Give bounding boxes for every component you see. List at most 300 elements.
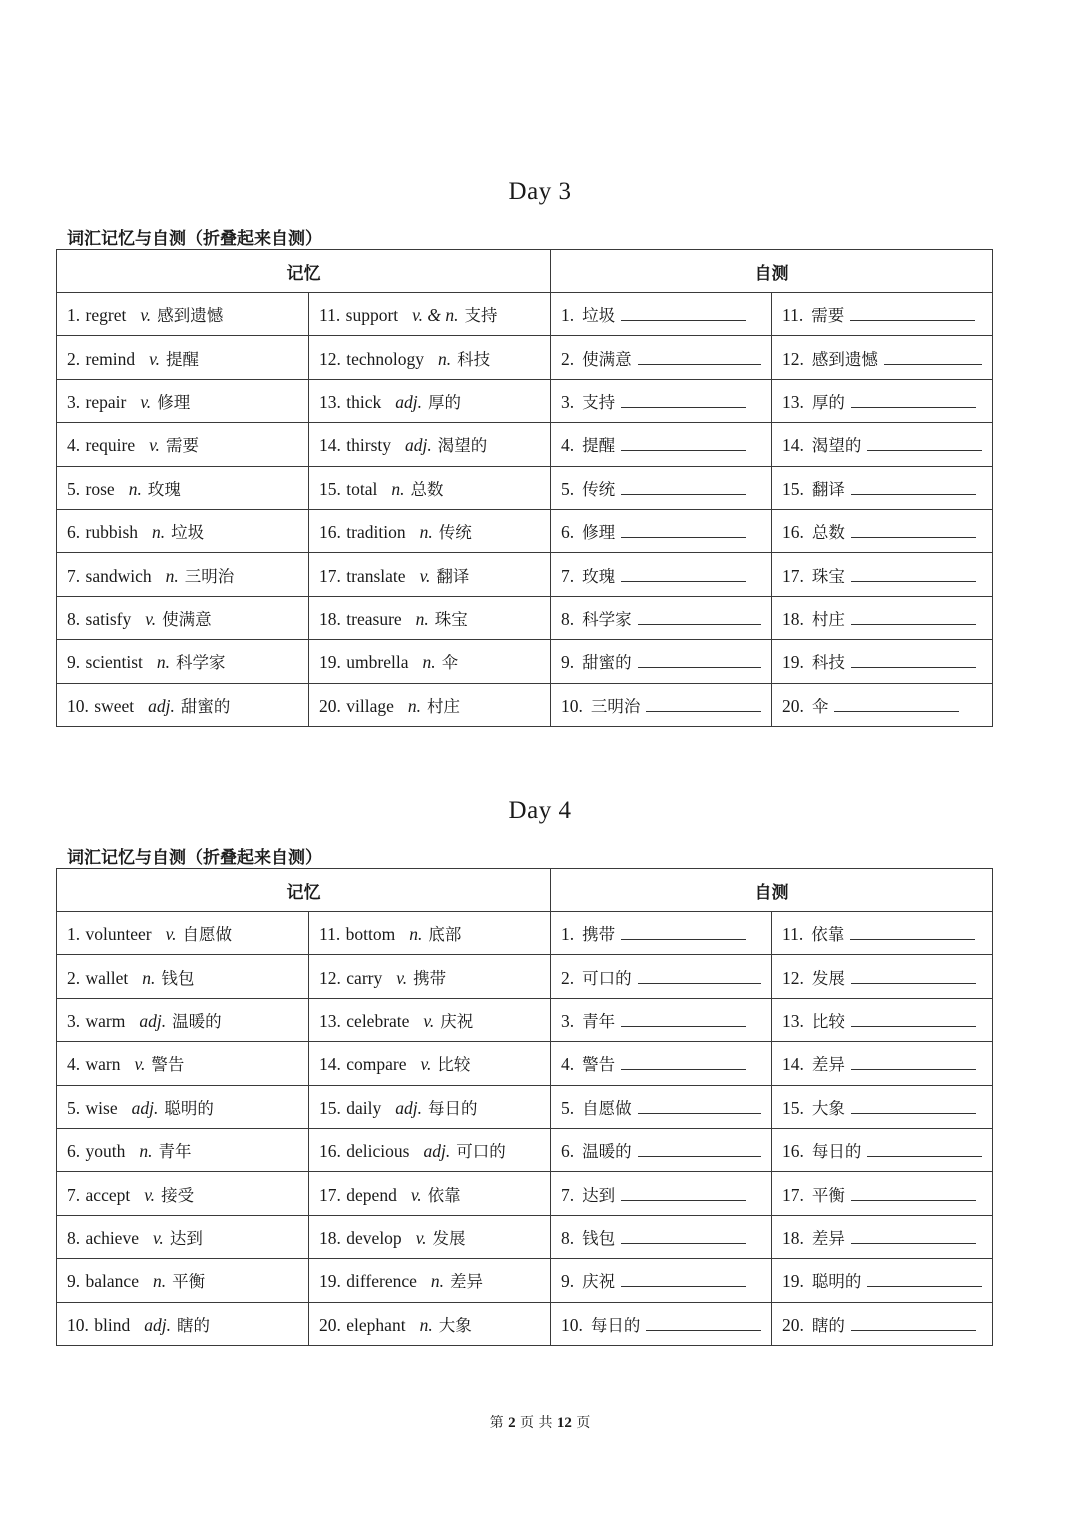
chinese-prompt: 支持: [582, 392, 616, 412]
memory-cell: [57, 379, 309, 422]
part-of-speech: v.: [134, 1054, 146, 1075]
entry-number: 20.: [319, 1314, 341, 1335]
part-of-speech: n.: [142, 967, 156, 988]
part-of-speech: v.: [410, 1184, 422, 1205]
english-word: repair: [85, 391, 127, 412]
self-test-cell: [772, 596, 993, 639]
english-word: support: [345, 305, 399, 326]
answer-blank[interactable]: [621, 1053, 746, 1070]
entry-number: 20.: [319, 695, 341, 716]
chinese-prompt: 差异: [811, 1055, 845, 1075]
chinese-prompt: 提醒: [582, 436, 616, 456]
english-word: compare: [346, 1054, 407, 1075]
entry-number: 18.: [319, 1227, 341, 1248]
memory-cell: [57, 912, 309, 955]
chinese-meaning: 厚的: [428, 392, 462, 412]
table-row: [57, 1128, 993, 1171]
memory-cell: [57, 640, 309, 683]
memory-cell: [309, 1128, 551, 1171]
chinese-prompt: 玫瑰: [582, 566, 616, 586]
table-row: [57, 1085, 993, 1128]
part-of-speech: adj.: [131, 1097, 159, 1118]
memory-cell: [309, 423, 551, 466]
self-test-cell: [551, 379, 772, 422]
answer-blank[interactable]: [621, 1184, 746, 1201]
part-of-speech: n.: [415, 608, 429, 629]
entry-number: 13.: [782, 391, 804, 412]
chinese-meaning: 携带: [413, 968, 447, 988]
part-of-speech: n.: [152, 522, 166, 543]
chinese-meaning: 提醒: [165, 349, 199, 369]
memory-cell: [309, 336, 551, 379]
entry-number: 2.: [67, 348, 81, 369]
part-of-speech: v.: [423, 1010, 435, 1031]
memory-cell: [57, 509, 309, 552]
english-word: warm: [85, 1010, 126, 1031]
entry-number: 7.: [67, 565, 81, 586]
self-test-cell: [551, 509, 772, 552]
part-of-speech: n.: [419, 522, 433, 543]
entry-number: 18.: [319, 608, 341, 629]
day-title: Day 4: [508, 797, 572, 824]
entry-number: 8.: [67, 1227, 81, 1248]
part-of-speech: n.: [165, 565, 179, 586]
entry-number: 9.: [67, 1271, 81, 1292]
chinese-meaning: 依靠: [427, 1185, 461, 1205]
answer-blank[interactable]: [638, 1140, 761, 1157]
part-of-speech: n.: [391, 478, 405, 499]
chinese-meaning: 聪明的: [164, 1098, 214, 1118]
answer-blank[interactable]: [638, 651, 761, 668]
part-of-speech: n.: [156, 652, 171, 673]
entry-number: 10.: [561, 1314, 583, 1335]
part-of-speech: n.: [409, 924, 423, 945]
chinese-meaning: 甜蜜的: [180, 696, 231, 716]
answer-blank[interactable]: [851, 565, 976, 582]
chinese-prompt: 大象: [811, 1098, 845, 1118]
chinese-meaning: 渴望的: [437, 436, 488, 456]
memory-cell: [57, 1302, 309, 1345]
self-test-cell: [551, 1085, 772, 1128]
memory-cell: [309, 640, 551, 683]
self-test-cell: [551, 336, 772, 379]
entry-number: 20.: [782, 695, 804, 716]
chinese-prompt: 总数: [811, 523, 845, 543]
english-word: develop: [346, 1227, 402, 1248]
footer-suffix: 页: [576, 1415, 591, 1431]
part-of-speech: n.: [430, 1271, 445, 1292]
table-row: [57, 998, 993, 1041]
part-of-speech: adj.: [144, 1314, 172, 1335]
chinese-prompt: 三明治: [590, 696, 641, 716]
self-test-cell: [772, 1042, 993, 1085]
entry-number: 9.: [561, 1271, 575, 1292]
english-word: thick: [346, 391, 382, 412]
self-test-cell: [772, 1172, 993, 1215]
memory-cell: [57, 1215, 309, 1258]
part-of-speech: v. & n.: [412, 305, 459, 326]
chinese-prompt: 平衡: [811, 1185, 845, 1205]
answer-blank[interactable]: [851, 1053, 976, 1070]
answer-blank[interactable]: [851, 1314, 976, 1331]
entry-number: 13.: [319, 391, 341, 412]
self-test-cell: [551, 640, 772, 683]
answer-blank[interactable]: [851, 1227, 976, 1244]
entry-number: 5.: [561, 1097, 575, 1118]
table-row: [57, 955, 993, 998]
entry-number: 16.: [319, 1141, 341, 1162]
self-test-cell: [772, 1302, 993, 1345]
entry-number: 16.: [782, 1141, 804, 1162]
chinese-meaning: 村庄: [427, 696, 461, 716]
chinese-meaning: 达到: [169, 1228, 203, 1248]
chinese-prompt: 科学家: [582, 609, 632, 629]
entry-number: 5.: [561, 478, 575, 499]
answer-blank[interactable]: [851, 478, 976, 495]
chinese-meaning: 玫瑰: [147, 479, 181, 499]
english-word: scientist: [85, 652, 143, 673]
chinese-meaning: 温暖的: [172, 1011, 222, 1031]
answer-blank[interactable]: [621, 434, 746, 451]
answer-blank[interactable]: [851, 1184, 976, 1201]
entry-number: 15.: [782, 1097, 804, 1118]
answer-blank[interactable]: [851, 391, 976, 408]
table-row: [57, 423, 993, 466]
chinese-meaning: 伞: [441, 653, 459, 673]
english-word: delicious: [346, 1141, 410, 1162]
chinese-prompt: 每日的: [811, 1142, 862, 1162]
answer-blank[interactable]: [867, 1140, 982, 1157]
chinese-prompt: 比较: [811, 1011, 845, 1031]
table-row: [57, 912, 993, 955]
english-word: thirsty: [346, 435, 392, 456]
memory-cell: [309, 293, 551, 336]
entry-number: 7.: [561, 565, 575, 586]
part-of-speech: v.: [396, 967, 408, 988]
chinese-prompt: 瞎的: [811, 1315, 845, 1335]
self-test-cell: [551, 1215, 772, 1258]
entry-number: 3.: [67, 391, 81, 412]
part-of-speech: v.: [149, 435, 160, 456]
self-test-cell: [772, 1259, 993, 1302]
memory-header: 记忆: [57, 869, 551, 912]
chinese-prompt: 甜蜜的: [582, 653, 632, 673]
chinese-meaning: 感到遗憾: [157, 306, 224, 326]
answer-blank[interactable]: [646, 1314, 761, 1331]
memory-cell: [57, 683, 309, 726]
english-word: total: [346, 478, 378, 499]
answer-blank[interactable]: [851, 1010, 976, 1027]
entry-number: 16.: [782, 522, 804, 543]
answer-blank[interactable]: [621, 1010, 746, 1027]
english-word: technology: [346, 348, 425, 369]
answer-blank[interactable]: [638, 967, 761, 984]
part-of-speech: n.: [139, 1141, 153, 1162]
chinese-meaning: 珠宝: [434, 609, 468, 629]
self-test-cell: [772, 912, 993, 955]
part-of-speech: adj.: [405, 435, 432, 456]
english-word: blind: [94, 1314, 131, 1335]
english-word: umbrella: [346, 652, 409, 673]
self-test-cell: [551, 1172, 772, 1215]
memory-cell: [57, 466, 309, 509]
chinese-prompt: 聪明的: [811, 1272, 862, 1292]
answer-blank[interactable]: [621, 923, 746, 940]
chinese-prompt: 使满意: [582, 349, 632, 369]
entry-number: 4.: [561, 435, 575, 456]
memory-cell: [57, 293, 309, 336]
self-test-cell: [551, 1042, 772, 1085]
part-of-speech: adj.: [395, 391, 423, 412]
answer-blank[interactable]: [621, 1270, 746, 1287]
chinese-prompt: 垃圾: [582, 306, 616, 326]
chinese-prompt: 科技: [811, 653, 845, 673]
chinese-prompt: 伞: [811, 696, 829, 716]
english-word: difference: [346, 1271, 417, 1292]
entry-number: 12.: [782, 967, 804, 988]
chinese-meaning: 警告: [151, 1055, 185, 1075]
english-word: wise: [85, 1097, 118, 1118]
page-number: 2: [508, 1415, 516, 1431]
chinese-prompt: 修理: [582, 523, 616, 543]
memory-cell: [309, 998, 551, 1041]
entry-number: 1.: [67, 305, 81, 326]
memory-cell: [309, 596, 551, 639]
answer-blank[interactable]: [851, 521, 976, 538]
footer-mid: 页 共: [520, 1415, 553, 1431]
memory-cell: [309, 955, 551, 998]
self-test-cell: [772, 423, 993, 466]
chinese-meaning: 传统: [438, 523, 472, 543]
chinese-prompt: 自愿做: [582, 1098, 632, 1118]
chinese-meaning: 需要: [165, 436, 199, 456]
entry-number: 8.: [561, 608, 575, 629]
entry-number: 15.: [319, 478, 341, 499]
entry-number: 11.: [782, 305, 804, 326]
chinese-meaning: 发展: [432, 1228, 466, 1248]
chinese-meaning: 青年: [158, 1142, 192, 1162]
answer-blank[interactable]: [850, 304, 975, 321]
chinese-meaning: 三明治: [184, 566, 235, 586]
entry-number: 15.: [319, 1097, 341, 1118]
english-word: sweet: [94, 695, 135, 716]
self-test-cell: [551, 683, 772, 726]
entry-number: 6.: [67, 1141, 81, 1162]
answer-blank[interactable]: [638, 608, 761, 625]
answer-blank[interactable]: [851, 1097, 976, 1114]
english-word: balance: [85, 1271, 139, 1292]
entry-number: 2.: [67, 967, 81, 988]
entry-number: 19.: [782, 652, 804, 673]
answer-blank[interactable]: [884, 348, 982, 365]
chinese-meaning: 使满意: [162, 609, 212, 629]
self-test-cell: [772, 509, 993, 552]
entry-number: 18.: [782, 608, 804, 629]
english-word: sandwich: [85, 565, 152, 586]
chinese-meaning: 垃圾: [171, 523, 205, 543]
part-of-speech: adj.: [423, 1141, 451, 1162]
table-row: [57, 509, 993, 552]
chinese-meaning: 修理: [157, 392, 191, 412]
memory-cell: [57, 1259, 309, 1302]
self-test-cell: [772, 955, 993, 998]
chinese-meaning: 自愿做: [182, 925, 232, 945]
entry-number: 8.: [561, 1227, 575, 1248]
entry-number: 20.: [782, 1314, 804, 1335]
self-test-header: 自测: [551, 250, 993, 293]
chinese-meaning: 庆祝: [440, 1011, 474, 1031]
part-of-speech: v.: [149, 348, 160, 369]
answer-blank[interactable]: [621, 1227, 746, 1244]
self-test-cell: [551, 1128, 772, 1171]
chinese-meaning: 平衡: [172, 1272, 206, 1292]
memory-cell: [57, 955, 309, 998]
answer-blank[interactable]: [621, 565, 746, 582]
entry-number: 13.: [319, 1010, 341, 1031]
chinese-prompt: 发展: [811, 968, 845, 988]
self-test-cell: [551, 998, 772, 1041]
answer-blank[interactable]: [621, 521, 746, 538]
chinese-meaning: 接受: [161, 1185, 195, 1205]
english-word: require: [85, 435, 136, 456]
table-row: [57, 1302, 993, 1345]
answer-blank[interactable]: [851, 608, 976, 625]
entry-number: 18.: [782, 1227, 804, 1248]
entry-number: 5.: [67, 1097, 81, 1118]
chinese-prompt: 依靠: [811, 925, 845, 945]
section-label: 词汇记忆与自测（折叠起来自测）: [67, 229, 322, 249]
entry-number: 4.: [67, 435, 81, 456]
english-word: remind: [85, 348, 136, 369]
memory-cell: [57, 553, 309, 596]
self-test-cell: [772, 640, 993, 683]
day-title: Day 3: [508, 178, 572, 205]
self-test-cell: [772, 466, 993, 509]
answer-blank[interactable]: [621, 478, 746, 495]
english-word: wallet: [85, 967, 129, 988]
entry-number: 10.: [67, 1314, 89, 1335]
memory-cell: [57, 1172, 309, 1215]
footer-prefix: 第: [489, 1415, 504, 1431]
english-word: bottom: [345, 924, 396, 945]
entry-number: 14.: [782, 1054, 804, 1075]
answer-blank[interactable]: [621, 304, 746, 321]
entry-number: 15.: [782, 478, 804, 499]
self-test-cell: [772, 1215, 993, 1258]
entry-number: 19.: [319, 1271, 341, 1292]
memory-cell: [309, 1172, 551, 1215]
chinese-meaning: 大象: [438, 1315, 472, 1335]
chinese-prompt: 差异: [811, 1228, 845, 1248]
entry-number: 16.: [319, 522, 341, 543]
answer-blank[interactable]: [867, 434, 982, 451]
self-test-cell: [551, 912, 772, 955]
part-of-speech: v.: [165, 924, 177, 945]
table-row: [57, 553, 993, 596]
self-test-cell: [551, 466, 772, 509]
entry-number: 17.: [782, 1184, 804, 1205]
entry-number: 1.: [561, 924, 575, 945]
english-word: translate: [346, 565, 406, 586]
vocab-table: [56, 868, 993, 1346]
part-of-speech: adj.: [139, 1010, 167, 1031]
self-test-cell: [772, 1128, 993, 1171]
table-row: [57, 379, 993, 422]
answer-blank[interactable]: [851, 967, 976, 984]
total-pages: 12: [556, 1415, 572, 1431]
answer-blank[interactable]: [867, 1270, 982, 1287]
page-footer: [0, 1412, 1080, 1432]
entry-number: 3.: [561, 391, 575, 412]
chinese-meaning: 科技: [457, 349, 491, 369]
answer-blank[interactable]: [850, 923, 975, 940]
chinese-prompt: 携带: [582, 925, 616, 945]
part-of-speech: n.: [152, 1271, 167, 1292]
chinese-meaning: 瞎的: [177, 1315, 211, 1335]
chinese-prompt: 需要: [811, 306, 845, 326]
chinese-meaning: 总数: [410, 479, 444, 499]
chinese-prompt: 庆祝: [582, 1272, 616, 1292]
entry-number: 10.: [67, 695, 89, 716]
memory-cell: [309, 1259, 551, 1302]
english-word: celebrate: [346, 1010, 410, 1031]
english-word: rubbish: [85, 522, 139, 543]
self-test-cell: [551, 596, 772, 639]
self-test-cell: [551, 553, 772, 596]
chinese-prompt: 温暖的: [582, 1142, 632, 1162]
table-row: [57, 640, 993, 683]
entry-number: 10.: [561, 695, 583, 716]
english-word: satisfy: [85, 608, 132, 629]
chinese-prompt: 达到: [582, 1185, 616, 1205]
answer-blank[interactable]: [834, 695, 959, 712]
english-word: treasure: [346, 608, 402, 629]
chinese-meaning: 支持: [464, 306, 498, 326]
self-test-cell: [551, 1302, 772, 1345]
entry-number: 17.: [782, 565, 804, 586]
answer-blank[interactable]: [646, 695, 761, 712]
part-of-speech: v.: [152, 1227, 164, 1248]
memory-cell: [309, 1042, 551, 1085]
chinese-meaning: 每日的: [428, 1098, 478, 1118]
memory-cell: [57, 998, 309, 1041]
table-row: [57, 336, 993, 379]
chinese-prompt: 村庄: [811, 609, 845, 629]
entry-number: 7.: [67, 1184, 81, 1205]
answer-blank[interactable]: [621, 391, 746, 408]
entry-number: 17.: [319, 1184, 341, 1205]
entry-number: 12.: [319, 967, 341, 988]
table-row: [57, 1215, 993, 1258]
entry-number: 11.: [782, 924, 804, 945]
self-test-header: 自测: [551, 869, 993, 912]
self-test-cell: [772, 379, 993, 422]
memory-cell: [57, 1042, 309, 1085]
table-row: [57, 1172, 993, 1215]
memory-cell: [57, 596, 309, 639]
entry-number: 4.: [561, 1054, 575, 1075]
entry-number: 14.: [319, 1054, 341, 1075]
part-of-speech: n.: [128, 478, 142, 499]
part-of-speech: n.: [422, 652, 436, 673]
part-of-speech: v.: [140, 305, 152, 326]
answer-blank[interactable]: [851, 651, 976, 668]
answer-blank[interactable]: [638, 1097, 761, 1114]
answer-blank[interactable]: [638, 348, 761, 365]
part-of-speech: v.: [419, 565, 431, 586]
entry-number: 14.: [319, 435, 341, 456]
entry-number: 3.: [67, 1010, 81, 1031]
